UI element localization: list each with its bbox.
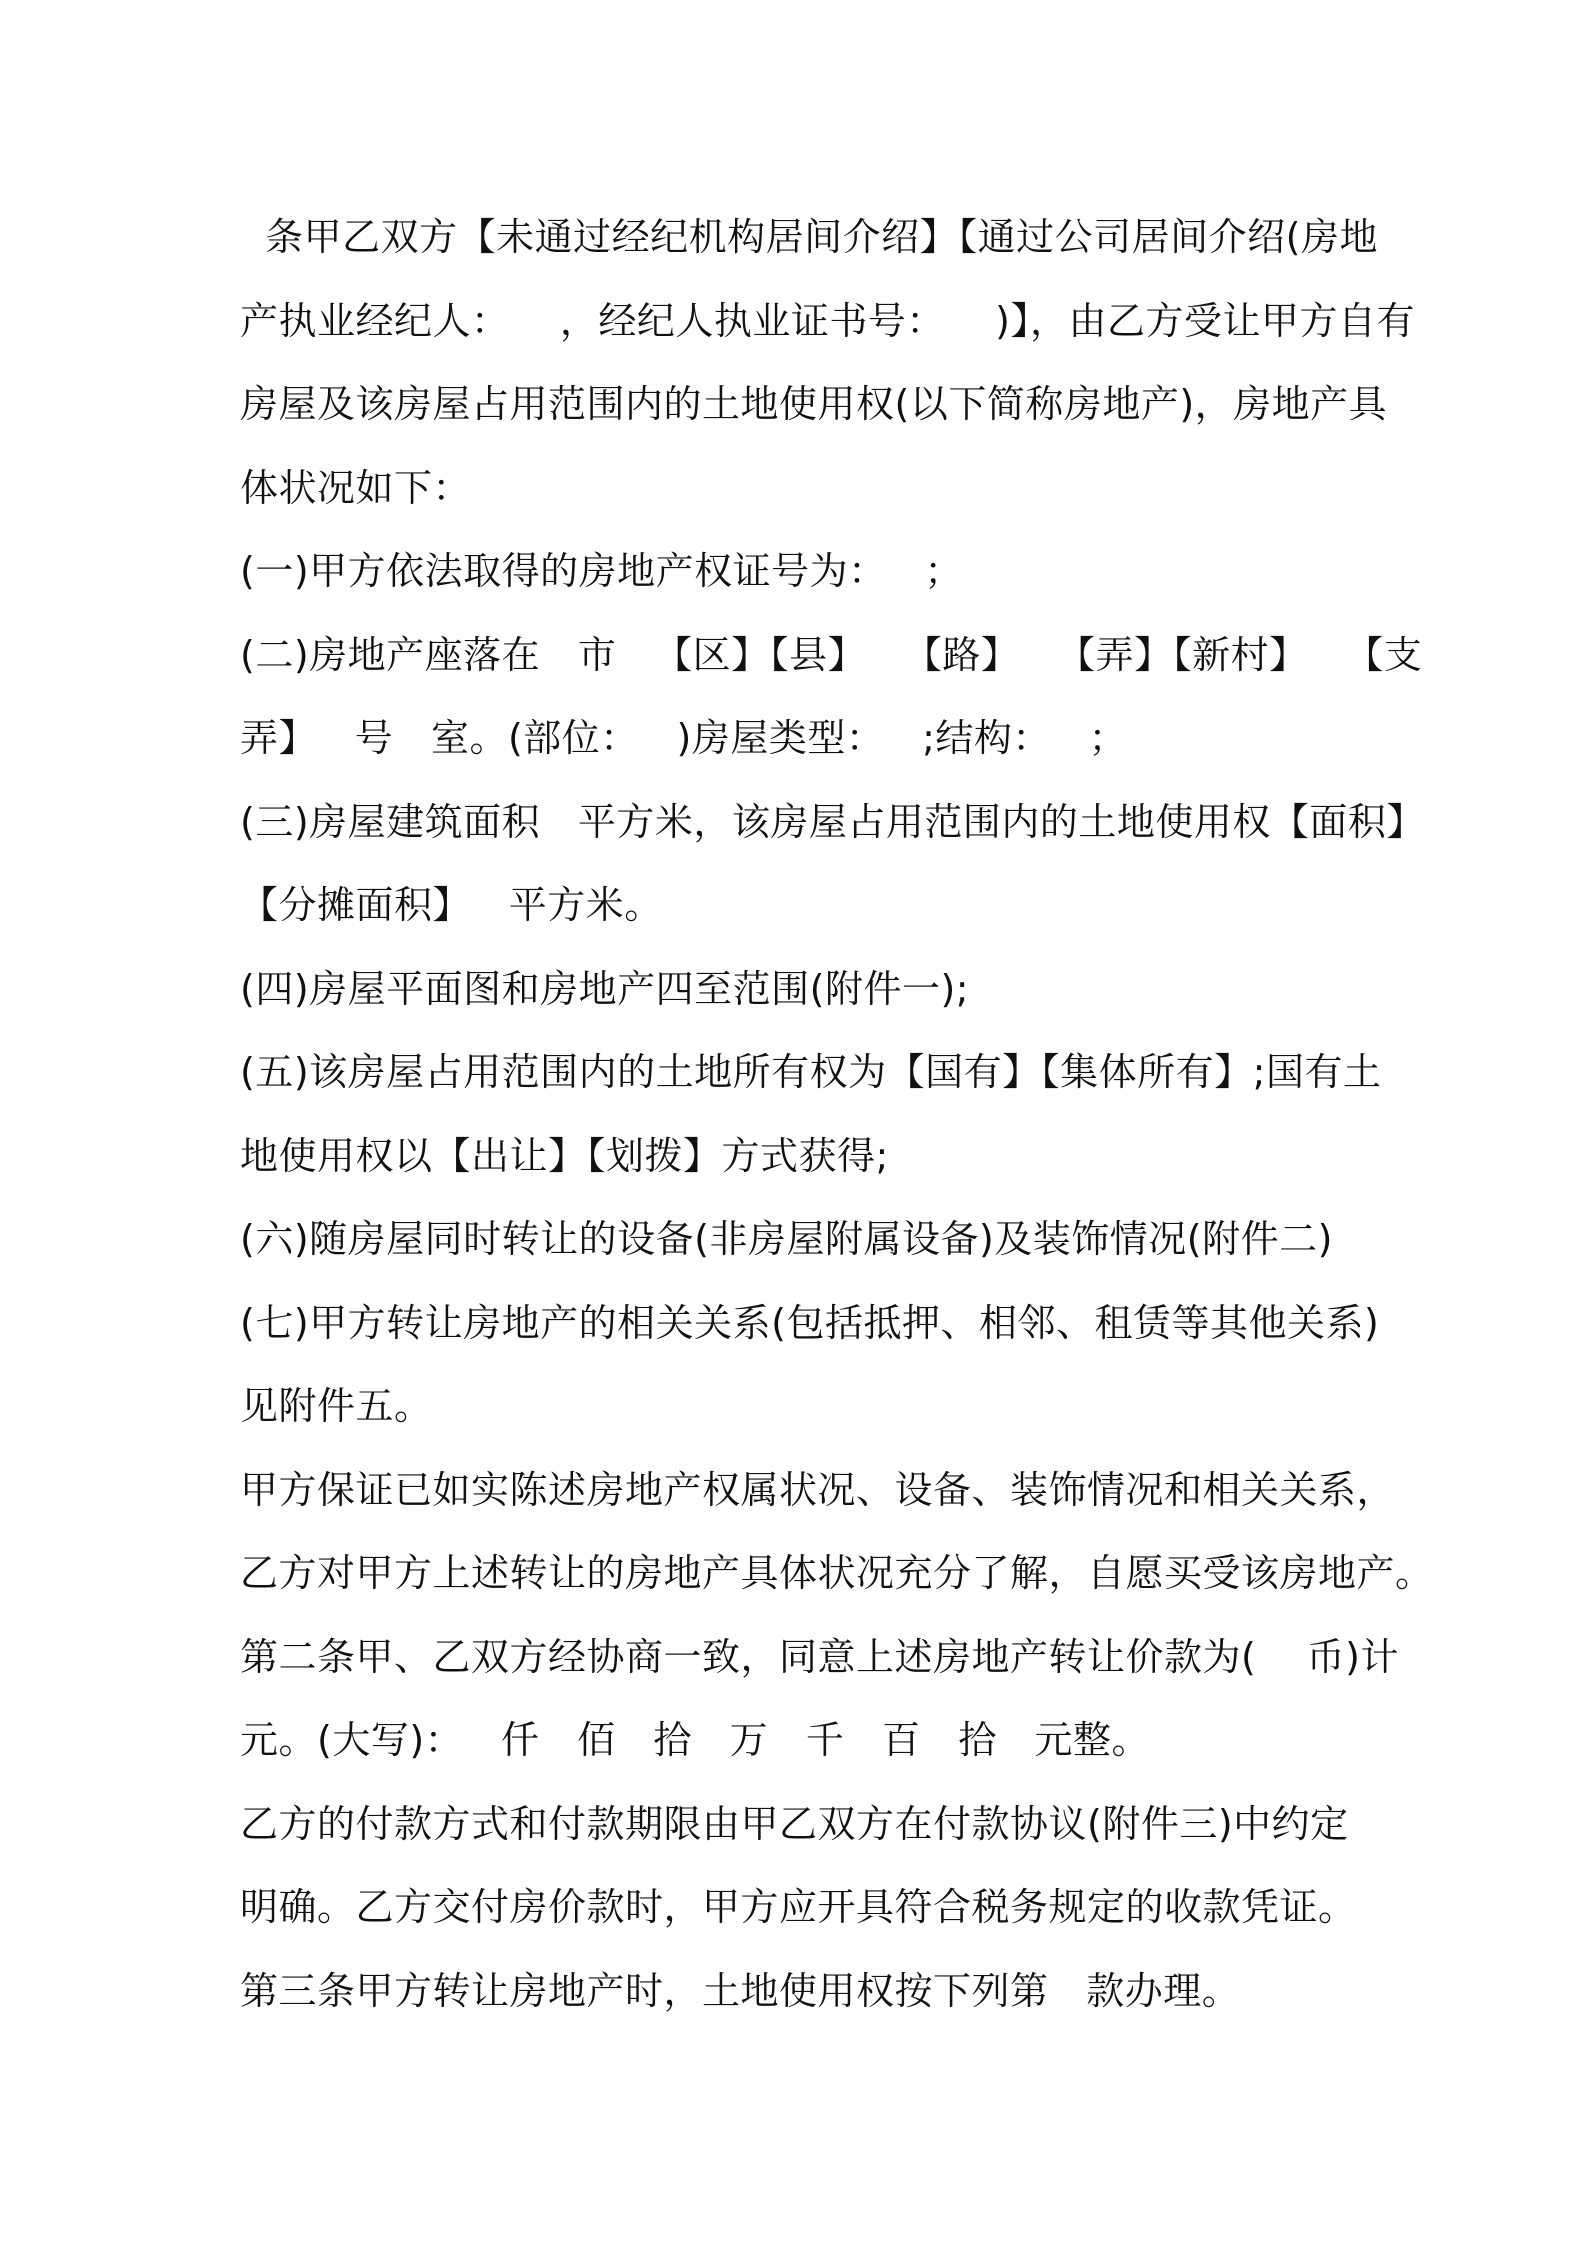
document-body: [240, 196, 1434, 2033]
text-line: 见附件五。: [240, 1384, 433, 1428]
text-line: (二)房地产座落在 市 【区】【县】 【路】 【弄】【新村】 【支: [240, 632, 1423, 677]
text-line: 明确。乙方交付房价款时，甲方应开具符合税务规定的收款凭证。: [240, 1885, 1357, 1929]
text-line: 体状况如下：: [240, 465, 472, 510]
text-line: 元。(大写)： 仟 佰 拾 万 千 百 拾 元整。: [240, 1718, 1151, 1762]
text-line: (六)随房屋同时转让的设备(非房屋附属设备)及装饰情况(附件二): [240, 1217, 1333, 1261]
text-line: 【分摊面积】 平方米。: [240, 883, 663, 927]
text-line: 条甲乙双方【未通过经纪机构居间介绍】【通过公司居间介绍(房地: [240, 215, 1378, 259]
text-line: 乙方的付款方式和付款期限由甲乙双方在付款协议(附件三)中约定: [240, 1801, 1349, 1846]
text-line: 弄】 号 室。(部位： )房屋类型： ;结构： ；: [240, 716, 1128, 760]
text-line: 房屋及该房屋占用范围内的土地使用权(以下简称房地产)，房地产具: [240, 382, 1388, 426]
text-line: 地使用权以【出让】【划拨】方式获得;: [240, 1133, 889, 1178]
text-line: 乙方对甲方上述转让的房地产具体状况充分了解，自愿买受该房地产。: [240, 1551, 1434, 1595]
text-line: (四)房屋平面图和房地产四至范围(附件一);: [240, 966, 970, 1011]
text-line: (五)该房屋占用范围内的土地所有权为【国有】【集体所有】;国有土: [240, 1050, 1382, 1094]
text-line: (一)甲方依法取得的房地产权证号为： ；: [240, 549, 963, 593]
text-line: (七)甲方转让房地产的相关关系(包括抵押、相邻、租赁等其他关系): [240, 1300, 1380, 1345]
text-line: 甲方保证已如实陈述房地产权属状况、设备、装饰情况和相关关系，: [240, 1467, 1396, 1512]
text-line: (三)房屋建筑面积 平方米，该房屋占用范围内的土地使用权【面积】: [240, 799, 1425, 844]
text-line: 产执业经纪人： ，经纪人执业证书号： )】，由乙方受让甲方自有: [240, 298, 1415, 343]
text-line: 第二条甲、乙双方经协商一致，同意上述房地产转让价款为( 币)计: [240, 1634, 1399, 1679]
text-line: 第三条甲方转让房地产时，土地使用权按下列第 款办理。: [240, 1968, 1241, 2013]
